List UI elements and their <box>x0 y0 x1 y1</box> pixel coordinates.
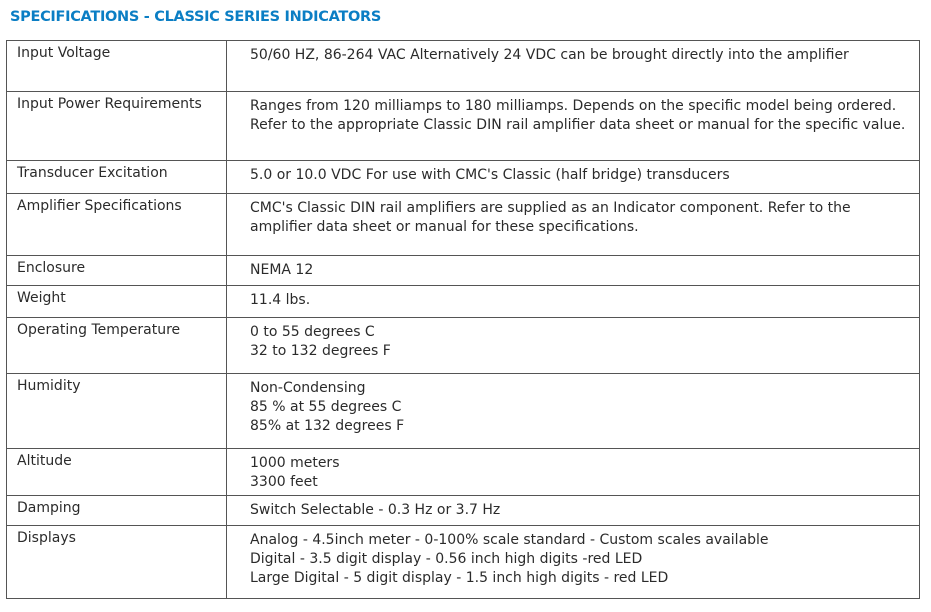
spec-value-input-voltage <box>227 41 920 92</box>
table-row <box>7 194 920 256</box>
spec-value-line: Digital - 3.5 digit display - 0.56 inch high digits -red LED <box>250 551 643 567</box>
spec-value-line: NEMA 12 <box>250 262 314 278</box>
spec-value-input-power-requirements <box>227 92 920 161</box>
spec-value-line: Non-Condensing <box>250 380 366 396</box>
table-row <box>7 256 920 286</box>
table-row <box>7 92 920 161</box>
table-row <box>7 496 920 526</box>
table-row <box>7 449 920 496</box>
spec-label-displays: Displays <box>7 526 227 599</box>
spec-value-displays <box>227 526 920 599</box>
table-row <box>7 41 920 92</box>
table-row <box>7 374 920 449</box>
spec-value-line: Analog - 4.5inch meter - 0-100% scale standard - Custom scales available <box>250 532 769 548</box>
table-row <box>7 526 920 599</box>
spec-value-line: 3300 feet <box>250 474 318 490</box>
spec-label-transducer-excitation: Transducer Excitation <box>7 161 227 194</box>
spec-value-line: 5.0 or 10.0 VDC For use with CMC's Classic (half bridge) transducers <box>250 167 730 183</box>
table-row <box>7 286 920 318</box>
spec-value-line: 1000 meters <box>250 455 340 471</box>
spec-label-operating-temperature: Operating Temperature <box>7 318 227 374</box>
spec-label-input-voltage: Input Voltage <box>7 41 227 92</box>
table-row <box>7 161 920 194</box>
spec-label-amplifier-specifications: Amplifier Specifications <box>7 194 227 256</box>
spec-value-altitude <box>227 449 920 496</box>
spec-label-enclosure: Enclosure <box>7 256 227 286</box>
spec-value-line: Switch Selectable - 0.3 Hz or 3.7 Hz <box>250 502 501 518</box>
spec-value-operating-temperature <box>227 318 920 374</box>
spec-label-input-power-requirements: Input Power Requirements <box>7 92 227 161</box>
spec-label-damping: Damping <box>7 496 227 526</box>
spec-value-line: 50/60 HZ, 86-264 VAC Alternatively 24 VDC can be brought directly into the amplifier <box>250 47 849 63</box>
spec-value-damping <box>227 496 920 526</box>
spec-value-line: CMC's Classic DIN rail amplifiers are supplied as an Indicator component. Refer to the amplifier data sheet or manual for these specifications. <box>250 200 851 235</box>
specifications-table <box>6 40 920 599</box>
spec-value-humidity <box>227 374 920 449</box>
spec-value-line: Large Digital - 5 digit display - 1.5 inch high digits - red LED <box>250 570 669 586</box>
page-title: SPECIFICATIONS - CLASSIC SERIES INDICATORS <box>10 9 382 25</box>
spec-value-line: 32 to 132 degrees F <box>250 343 391 359</box>
spec-value-line: 85% at 132 degrees F <box>250 418 405 434</box>
spec-value-line: 11.4 lbs. <box>250 292 311 308</box>
spec-value-transducer-excitation <box>227 161 920 194</box>
spec-label-altitude: Altitude <box>7 449 227 496</box>
spec-label-weight: Weight <box>7 286 227 318</box>
spec-value-enclosure <box>227 256 920 286</box>
table-row <box>7 318 920 374</box>
spec-value-line: 85 % at 55 degrees C <box>250 399 402 415</box>
spec-value-amplifier-specifications <box>227 194 920 256</box>
spec-value-line: Ranges from 120 milliamps to 180 milliamps. Depends on the specific model being ordered. Refer to the appropriate Classic DIN rail amplifier data sheet or manual for the specific value. <box>250 98 906 133</box>
spec-value-line: 0 to 55 degrees C <box>250 324 375 340</box>
spec-value-weight <box>227 286 920 318</box>
spec-label-humidity: Humidity <box>7 374 227 449</box>
